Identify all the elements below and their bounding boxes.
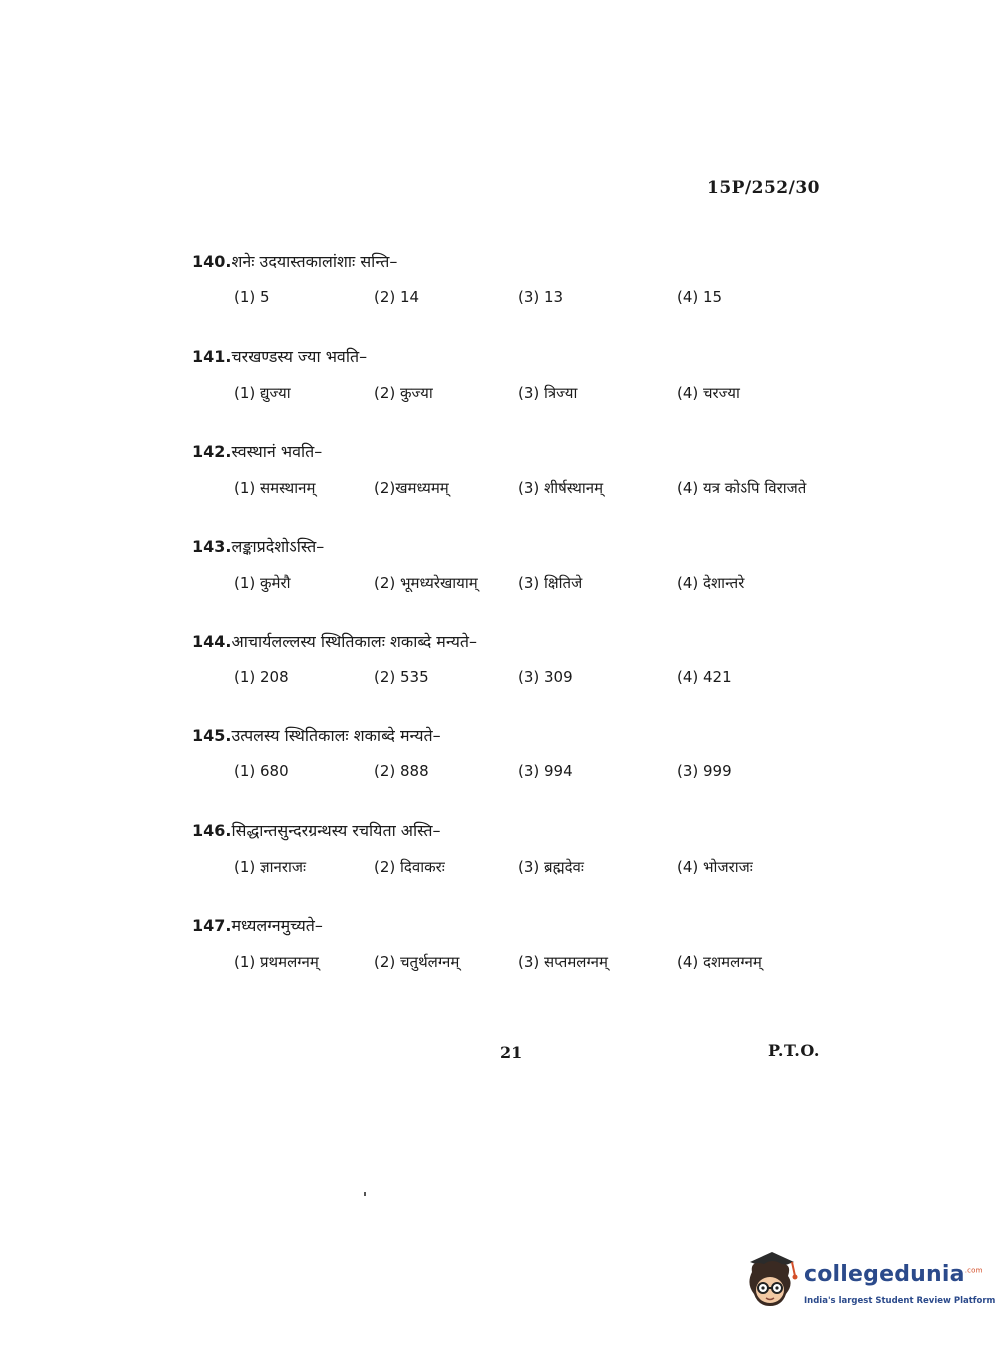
question-141 bbox=[192, 345, 852, 407]
question-140 bbox=[192, 250, 852, 312]
option-2: (2) 888 bbox=[374, 762, 429, 780]
question-146 bbox=[192, 819, 852, 881]
option-1: (1) प्रथमलग्नम् bbox=[234, 953, 319, 971]
question-number: 141. bbox=[192, 347, 232, 366]
mascot-logo-icon bbox=[742, 1250, 800, 1312]
options-row bbox=[192, 573, 852, 597]
option-3: (3) सप्तमलग्नम् bbox=[518, 953, 608, 971]
question-number: 144. bbox=[192, 632, 232, 651]
option-1: (1) 5 bbox=[234, 288, 270, 306]
option-4: (4) दशमलग्नम् bbox=[677, 953, 762, 971]
question-number: 145. bbox=[192, 726, 232, 745]
question-number: 140. bbox=[192, 252, 232, 271]
options-row bbox=[192, 478, 852, 502]
options-row bbox=[192, 288, 852, 312]
option-1: (1) ज्ञानराजः bbox=[234, 858, 307, 876]
option-4: (4) चरज्या bbox=[677, 384, 740, 402]
options-row bbox=[192, 857, 852, 881]
option-4: (3) 999 bbox=[677, 762, 732, 780]
question-text: लङ्काप्रदेशोऽस्ति– bbox=[231, 537, 325, 556]
question-144 bbox=[192, 630, 852, 692]
question-145 bbox=[192, 724, 852, 786]
question-text: स्वस्थानं भवति– bbox=[231, 442, 323, 461]
option-3: (3) क्षितिजे bbox=[518, 574, 583, 592]
option-2: (2) कुज्या bbox=[374, 384, 433, 402]
option-4: (4) यत्र कोऽपि विराजते bbox=[677, 479, 807, 497]
question-text: शनेः उदयास्तकालांशाः सन्ति– bbox=[231, 252, 398, 271]
question-text: सिद्धान्तसुन्दरग्रन्थस्य रचयिता अस्ति– bbox=[231, 821, 441, 840]
question-text: उत्पलस्य स्थितिकालः शकाब्दे मन्यते– bbox=[231, 726, 441, 745]
question-number: 146. bbox=[192, 821, 232, 840]
question-text: मध्यलग्नमुच्यते– bbox=[231, 916, 323, 935]
question-143 bbox=[192, 535, 852, 597]
option-3: (3) त्रिज्या bbox=[518, 384, 578, 402]
option-3: (3) 309 bbox=[518, 668, 573, 686]
scan-speck bbox=[364, 1192, 366, 1196]
question-text: आचार्यलल्लस्य स्थितिकालः शकाब्दे मन्यते– bbox=[231, 632, 477, 651]
option-2: (2) 14 bbox=[374, 288, 420, 306]
option-1: (1) द्युज्या bbox=[234, 384, 291, 402]
options-row bbox=[192, 668, 852, 692]
option-1: (1) 208 bbox=[234, 668, 289, 686]
pto-label: P.T.O. bbox=[768, 1041, 820, 1060]
brand-tagline: India's largest Student Review Platform bbox=[804, 1296, 996, 1306]
option-1: (1) समस्थानम् bbox=[234, 479, 316, 497]
brand-name: collegedunia$^{.com}$ bbox=[804, 1262, 983, 1287]
options-row bbox=[192, 762, 852, 786]
option-4: (4) 15 bbox=[677, 288, 723, 306]
option-4: (4) देशान्तरे bbox=[677, 574, 745, 592]
option-1: (1) कुमेरौ bbox=[234, 574, 291, 592]
question-147 bbox=[192, 914, 852, 976]
option-3: (3) शीर्षस्थानम् bbox=[518, 479, 604, 497]
option-3: (3) 13 bbox=[518, 288, 564, 306]
option-1: (1) 680 bbox=[234, 762, 289, 780]
brand-suffix: .com bbox=[964, 1266, 983, 1275]
question-142 bbox=[192, 440, 852, 502]
option-4: (4) 421 bbox=[677, 668, 732, 686]
option-2: (2) दिवाकरः bbox=[374, 858, 445, 876]
options-row bbox=[192, 383, 852, 407]
option-2: (2) चतुर्थलग्नम् bbox=[374, 953, 460, 971]
option-3: (3) ब्रह्मदेवः bbox=[518, 858, 584, 876]
option-4: (4) भोजराजः bbox=[677, 858, 753, 876]
collegedunia-watermark bbox=[742, 1250, 996, 1320]
question-number: 147. bbox=[192, 916, 232, 935]
option-3: (3) 994 bbox=[518, 762, 573, 780]
page-number: 21 bbox=[500, 1043, 523, 1062]
question-number: 142. bbox=[192, 442, 232, 461]
question-number: 143. bbox=[192, 537, 232, 556]
options-row bbox=[192, 952, 852, 976]
option-2: (2) भूमध्यरेखायाम् bbox=[374, 574, 478, 592]
option-2: (2) 535 bbox=[374, 668, 429, 686]
question-text: चरखण्डस्य ज्या भवति– bbox=[231, 347, 368, 366]
option-2: (2)खमध्यमम् bbox=[374, 479, 449, 497]
paper-code: 15P/252/30 bbox=[707, 178, 821, 198]
